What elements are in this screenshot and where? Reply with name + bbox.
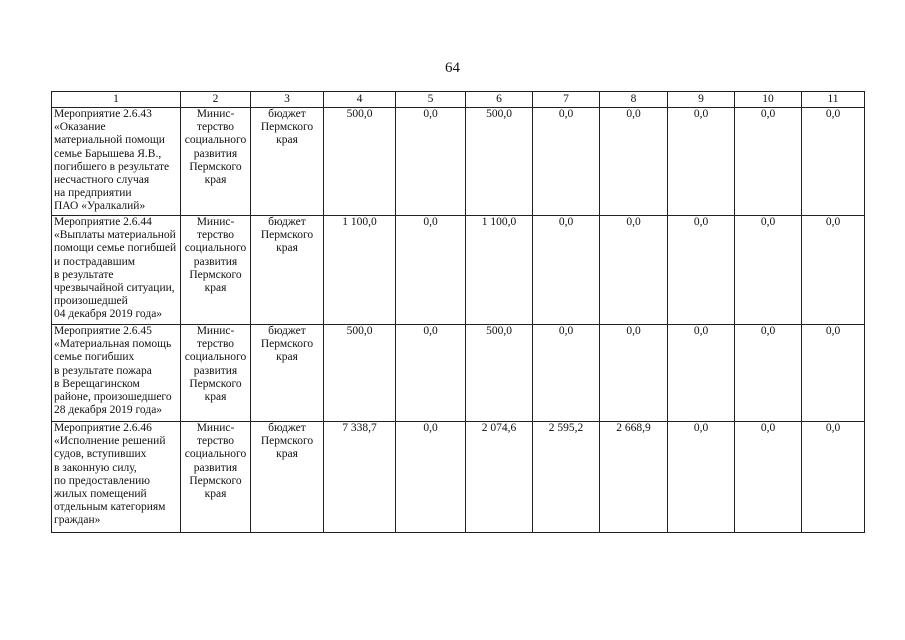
measure-name-line: материальной помощи	[54, 134, 165, 147]
column-header: 10	[735, 92, 802, 108]
measure-name-line: 04 декабря 2019 года»	[54, 308, 163, 321]
executor-line: социального	[184, 448, 247, 461]
executor-line: края	[204, 391, 227, 404]
executor-line: социального	[184, 134, 247, 147]
executor-cell	[181, 216, 251, 325]
funding-source-cell	[251, 108, 324, 216]
measure-name-line: помощи семье погибшей	[54, 242, 177, 255]
measure-name-line: «Исполнение решений	[54, 435, 166, 448]
measure-name-line: в законную силу,	[54, 461, 137, 474]
value-cell: 0,0	[600, 216, 668, 325]
value-cell: 0,0	[668, 108, 735, 216]
executor-line: Пермского	[189, 377, 242, 390]
measure-name-line: на предприятии	[54, 187, 132, 200]
executor-line: Пермского	[189, 160, 242, 173]
funding-source-line: края	[276, 134, 298, 147]
value-cell: 500,0	[466, 108, 533, 216]
value-cell: 0,0	[802, 216, 865, 325]
funding-source-cell	[251, 216, 324, 325]
funding-source-line: Пермского	[260, 229, 314, 242]
value-cell: 0,0	[735, 108, 802, 216]
value-cell-total: 1 100,0	[324, 216, 396, 325]
value-cell: 2 595,2	[533, 422, 600, 533]
table-row	[52, 422, 865, 533]
measure-name-cell	[52, 108, 181, 216]
measure-name-line: «Материальная помощь	[54, 338, 172, 351]
measure-name-cell	[52, 325, 181, 422]
funding-source-line: Пермского	[260, 338, 314, 351]
table-row	[52, 325, 865, 422]
measure-name-line: районе, произошедшего	[54, 391, 172, 404]
budget-table	[51, 91, 865, 533]
funding-source-line: Пермского	[260, 435, 314, 448]
funding-source-line: бюджет	[268, 108, 306, 120]
executor-line: Пермского	[189, 474, 242, 487]
value-cell: 0,0	[735, 216, 802, 325]
executor-cell	[181, 325, 251, 422]
measure-name-line: Мероприятие 2.6.46	[54, 422, 152, 434]
funding-source-line: края	[276, 448, 298, 461]
measure-name-line: Мероприятие 2.6.45	[54, 325, 152, 337]
value-cell: 0,0	[668, 422, 735, 533]
column-header: 4	[324, 92, 396, 108]
measure-name-line: в результате	[54, 268, 114, 281]
value-cell: 0,0	[802, 108, 865, 216]
executor-line: развития	[193, 255, 238, 268]
executor-line: Минис-	[196, 325, 235, 337]
column-header: 9	[668, 92, 735, 108]
executor-line: Минис-	[196, 422, 235, 434]
value-cell: 0,0	[668, 325, 735, 422]
header-row	[52, 92, 865, 108]
measure-name-line: «Оказание	[54, 121, 106, 134]
funding-source-line: края	[276, 351, 298, 364]
executor-line: социального	[184, 242, 247, 255]
table-row	[52, 108, 865, 216]
value-cell: 0,0	[396, 422, 466, 533]
measure-name-line: несчастного случая	[54, 174, 150, 187]
value-cell-total: 7 338,7	[324, 422, 396, 533]
executor-line: развития	[193, 364, 238, 377]
funding-source-line: бюджет	[268, 422, 306, 434]
executor-line: Минис-	[196, 216, 235, 228]
value-cell-total: 500,0	[324, 325, 396, 422]
measure-name-line: в результате пожара	[54, 364, 152, 377]
funding-source-line: Пермского	[260, 121, 314, 134]
executor-line: края	[204, 174, 227, 187]
measure-name-line: граждан»	[54, 514, 101, 527]
executor-cell	[181, 108, 251, 216]
value-cell: 0,0	[533, 108, 600, 216]
funding-source-line: бюджет	[268, 325, 306, 337]
executor-line: развития	[193, 147, 238, 160]
column-header: 5	[396, 92, 466, 108]
column-header: 6	[466, 92, 533, 108]
column-header: 8	[600, 92, 668, 108]
measure-name-line: Мероприятие 2.6.44	[54, 216, 152, 228]
value-cell-total: 500,0	[324, 108, 396, 216]
value-cell: 0,0	[533, 325, 600, 422]
executor-line: края	[204, 488, 227, 501]
value-cell: 2 668,9	[600, 422, 668, 533]
measure-name-cell	[52, 422, 181, 533]
column-header: 11	[802, 92, 865, 108]
measure-name-line: семье погибших	[54, 351, 135, 364]
measure-name-line: 28 декабря 2019 года»	[54, 404, 163, 417]
value-cell: 0,0	[802, 422, 865, 533]
measure-name-line: судов, вступивших	[54, 448, 147, 461]
executor-line: терство	[196, 229, 235, 242]
executor-line: терство	[196, 338, 235, 351]
funding-source-line: бюджет	[268, 216, 306, 228]
value-cell: 0,0	[668, 216, 735, 325]
funding-source-line: края	[276, 242, 298, 255]
measure-name-line: Мероприятие 2.6.43	[54, 108, 152, 120]
value-cell: 0,0	[533, 216, 600, 325]
value-cell: 1 100,0	[466, 216, 533, 325]
measure-name-line: «Выплаты материальной	[54, 229, 176, 242]
value-cell: 0,0	[396, 325, 466, 422]
column-header: 7	[533, 92, 600, 108]
measure-name-line: погибшего в результате	[54, 160, 170, 173]
measure-name-line: в Верещагинском	[54, 377, 140, 390]
column-header: 3	[251, 92, 324, 108]
value-cell: 0,0	[735, 422, 802, 533]
executor-line: социального	[184, 351, 247, 364]
value-cell: 0,0	[600, 325, 668, 422]
value-cell: 0,0	[396, 216, 466, 325]
executor-line: Пермского	[189, 268, 242, 281]
measure-name-line: и пострадавшим	[54, 255, 136, 268]
measure-name-line: по предоставлению	[54, 474, 150, 487]
executor-line: терство	[196, 121, 235, 134]
measure-name-line: ПАО «Уралкалий»	[54, 200, 146, 213]
page-number: 64	[445, 60, 460, 76]
value-cell: 0,0	[396, 108, 466, 216]
executor-line: терство	[196, 435, 235, 448]
measure-name-line: жилых помещений	[54, 488, 147, 501]
measure-name-line: отдельным категориям	[54, 501, 166, 514]
measure-name-line: чрезвычайной ситуации,	[54, 282, 175, 295]
funding-source-cell	[251, 422, 324, 533]
value-cell: 500,0	[466, 325, 533, 422]
executor-line: Минис-	[196, 108, 235, 120]
column-header: 2	[181, 92, 251, 108]
value-cell: 2 074,6	[466, 422, 533, 533]
value-cell: 0,0	[802, 325, 865, 422]
executor-line: развития	[193, 461, 238, 474]
value-cell: 0,0	[600, 108, 668, 216]
executor-cell	[181, 422, 251, 533]
column-header: 1	[52, 92, 181, 108]
measure-name-line: семье Барышева Я.В.,	[54, 147, 162, 160]
table-row	[52, 216, 865, 325]
value-cell: 0,0	[735, 325, 802, 422]
executor-line: края	[204, 282, 227, 295]
funding-source-cell	[251, 325, 324, 422]
measure-name-cell	[52, 216, 181, 325]
measure-name-line: произошедшей	[54, 295, 128, 308]
